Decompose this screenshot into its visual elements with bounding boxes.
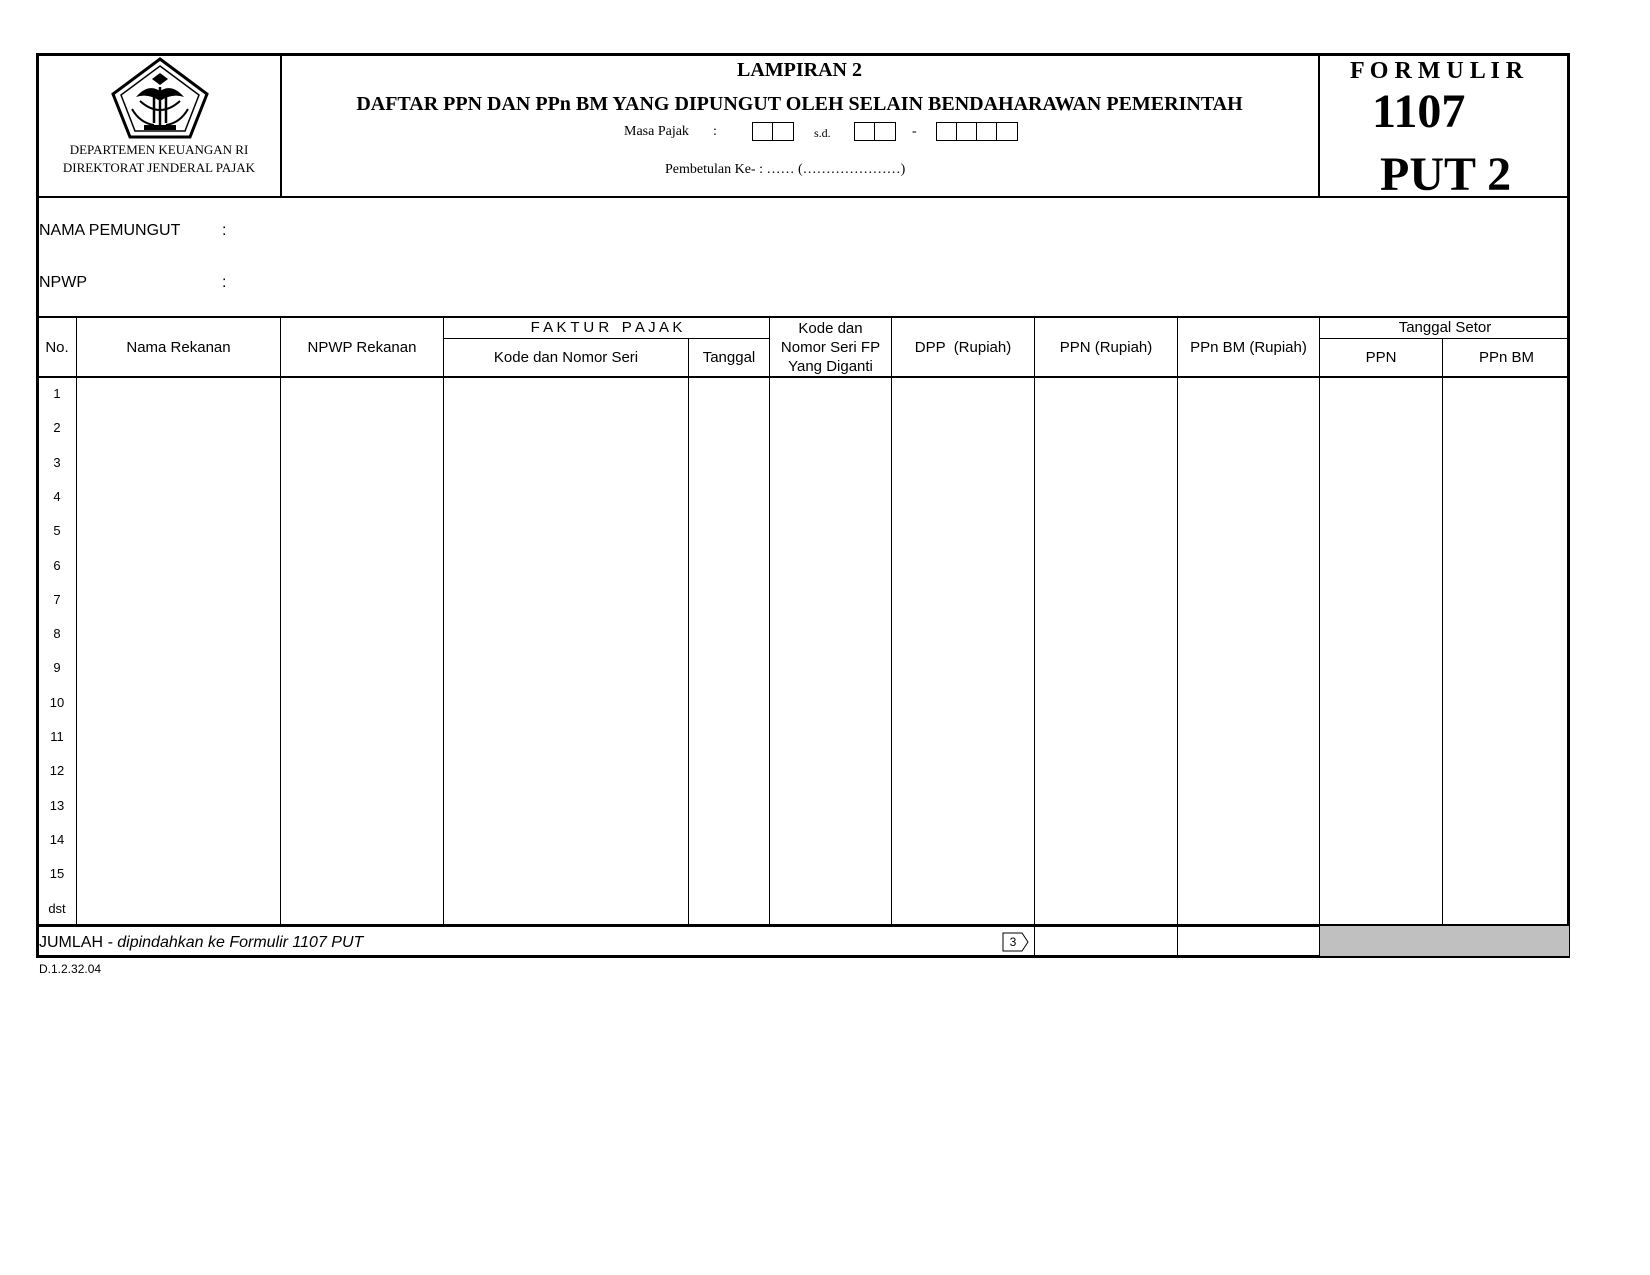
col-divider-ppnbm [1319, 316, 1320, 958]
row-number: 12 [49, 763, 65, 778]
col-header-no: No. [45, 339, 69, 356]
sd-label: s.d. [814, 126, 831, 140]
year-dash: - [912, 124, 917, 139]
col-divider-ppn [1177, 316, 1178, 958]
col-divider-tanggal [769, 316, 770, 924]
tahun-pajak-input[interactable] [936, 122, 1018, 141]
col-header-tanggal-setor: Tanggal Setor [1398, 319, 1492, 336]
jumlah-ppnbm-field[interactable] [1177, 926, 1319, 956]
npwp-label: NPWP [39, 274, 87, 291]
nama-pemungut-field[interactable] [240, 216, 1140, 244]
row-number: 15 [49, 866, 65, 881]
row-number: 9 [53, 660, 61, 675]
col-header-kode-nomor-seri: Kode dan Nomor Seri [493, 349, 639, 366]
row-number: 4 [53, 489, 61, 504]
col-header-setor-ppn: PPN [1365, 349, 1397, 366]
lampiran-label: LAMPIRAN 2 [737, 59, 862, 81]
row-number: dst [48, 901, 66, 916]
nama-pemungut-colon: : [222, 222, 227, 239]
setor-subheader-divider [1320, 338, 1570, 339]
col-header-faktur-pajak: F A K T U R P A J A K [530, 319, 683, 336]
table-header-divider [36, 376, 1570, 378]
form-frame [36, 53, 1570, 958]
masa-pajak-label: Masa Pajak [624, 124, 689, 139]
col-divider-dpp [1034, 316, 1035, 958]
masa-pajak-end-input[interactable] [854, 122, 896, 141]
row-number: 11 [50, 729, 64, 744]
col-header-setor-ppnbm: PPn BM [1478, 349, 1535, 366]
faktur-subheader-divider [444, 338, 770, 339]
col-header-ppn: PPN (Rupiah) [1059, 339, 1153, 356]
masa-pajak-start-input[interactable] [752, 122, 794, 141]
col-header-ppnbm: PPn BM (Rupiah) [1190, 339, 1307, 356]
col-divider-kode [688, 338, 689, 924]
org-line-1: DEPARTEMEN KEUANGAN RI [69, 142, 249, 157]
col-divider-diganti [891, 316, 892, 924]
row-number: 5 [53, 523, 61, 538]
jumlah-note: - dipindahkan ke Formulir 1107 PUT [103, 934, 364, 951]
header-divider [36, 196, 1570, 198]
npwp-field[interactable] [240, 268, 1140, 296]
org-line-2: DIREKTORAT JENDERAL PAJAK [62, 160, 256, 175]
npwp-colon: : [222, 274, 227, 291]
col-divider-nama [280, 316, 281, 924]
col-header-diganti-1: Kode dan [798, 320, 863, 337]
garuda-emblem-icon [110, 57, 210, 139]
formulir-label: F O R M U L I R [1350, 58, 1524, 84]
jumlah-row [39, 934, 363, 952]
masa-pajak-colon: : [713, 124, 717, 139]
shaded-total-cell [1320, 926, 1569, 956]
col-header-tanggal: Tanggal [702, 349, 756, 366]
col-header-npwp-rekanan: NPWP Rekanan [307, 339, 417, 356]
row-number: 8 [53, 626, 61, 641]
col-divider-npwp [443, 316, 444, 924]
row-number: 3 [53, 455, 61, 470]
jumlah-ppn-field[interactable] [1034, 926, 1177, 956]
form-title: DAFTAR PPN DAN PPn BM YANG DIPUNGUT OLEH SELAIN BENDAHARAWAN PEMERINTAH [356, 93, 1243, 115]
formulir-number: 1107 [1372, 85, 1466, 138]
row-number: 13 [49, 798, 65, 813]
jumlah-label: JUMLAH [39, 934, 104, 951]
header-formulir-divider [1318, 53, 1320, 197]
col-header-diganti-3: Yang Diganti [788, 358, 873, 375]
col-header-dpp: DPP (Rupiah) [914, 339, 1012, 356]
col-header-nama-rekanan: Nama Rekanan [126, 339, 231, 356]
col-header-diganti-2: Nomor Seri FP [780, 339, 881, 356]
row-number: 6 [53, 558, 61, 573]
row-number: 7 [53, 592, 61, 607]
col-divider-setor [1442, 338, 1443, 924]
row-number: 2 [53, 420, 61, 435]
row-number: 14 [49, 832, 65, 847]
pembetulan-field[interactable]: Pembetulan Ke- : …… (…………………) [665, 162, 906, 177]
form-code: D.1.2.32.04 [39, 962, 102, 976]
row-number: 10 [49, 695, 65, 710]
formulir-code: PUT 2 [1380, 148, 1512, 201]
nama-pemungut-label: NAMA PEMUNGUT [39, 222, 181, 239]
row-number: 1 [53, 386, 61, 401]
reference-tag-number: 3 [1009, 935, 1017, 949]
